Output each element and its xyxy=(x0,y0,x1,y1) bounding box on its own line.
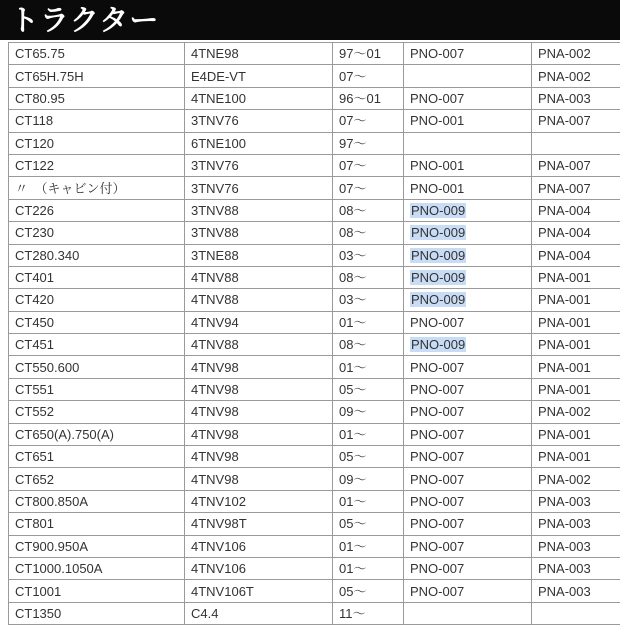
model-cell xyxy=(9,378,185,400)
pna-cell xyxy=(532,513,620,535)
pna-cell xyxy=(532,580,620,602)
pno-cell xyxy=(404,378,532,400)
years-cell xyxy=(333,446,404,468)
pno-cell-text: PNO-007 xyxy=(410,584,464,599)
pno-cell-text: PNO-009 xyxy=(410,270,466,285)
engine-cell xyxy=(185,580,333,602)
table-row xyxy=(9,244,620,266)
table-row xyxy=(9,334,620,356)
engine-cell xyxy=(185,222,333,244)
engine-cell xyxy=(185,490,333,512)
model-cell-text: CT551 xyxy=(15,382,54,397)
years-cell xyxy=(333,535,404,557)
pno-cell-text: PNO-009 xyxy=(410,292,466,307)
engine-cell-text: 4TNV102 xyxy=(191,494,246,509)
pna-cell xyxy=(532,311,620,333)
years-cell-text: 09～ xyxy=(339,404,366,419)
model-cell-text: CT900.950A xyxy=(15,539,88,554)
model-cell xyxy=(9,311,185,333)
years-cell-text: 03～ xyxy=(339,248,366,263)
engine-cell xyxy=(185,110,333,132)
pno-cell xyxy=(404,289,532,311)
pna-cell-text: PNA-001 xyxy=(538,382,591,397)
pna-cell xyxy=(532,401,620,423)
model-cell xyxy=(9,423,185,445)
model-cell-text: CT650(A).750(A) xyxy=(15,427,114,442)
pno-cell xyxy=(404,513,532,535)
pna-cell-text: PNA-001 xyxy=(538,427,591,442)
table-row xyxy=(9,446,620,468)
section-header xyxy=(0,0,620,40)
years-cell xyxy=(333,356,404,378)
model-cell-text: CT1001 xyxy=(15,584,61,599)
pna-cell xyxy=(532,266,620,288)
table-row xyxy=(9,468,620,490)
table-row xyxy=(9,43,620,65)
pno-cell-text: PNO-001 xyxy=(410,113,464,128)
table-row xyxy=(9,602,620,624)
engine-cell xyxy=(185,378,333,400)
table-row xyxy=(9,513,620,535)
pna-cell xyxy=(532,199,620,221)
engine-cell xyxy=(185,356,333,378)
table-row xyxy=(9,132,620,154)
model-cell xyxy=(9,222,185,244)
model-cell-text: CT122 xyxy=(15,158,54,173)
pna-cell-text: PNA-004 xyxy=(538,225,591,240)
pna-cell xyxy=(532,557,620,579)
years-cell-text: 01～ xyxy=(339,360,366,375)
years-cell xyxy=(333,490,404,512)
years-cell-text: 96～01 xyxy=(339,91,381,106)
pno-cell-text: PNO-007 xyxy=(410,494,464,509)
pno-cell xyxy=(404,580,532,602)
table-row xyxy=(9,535,620,557)
engine-cell-text: 4TNV94 xyxy=(191,315,239,330)
pna-cell xyxy=(532,446,620,468)
years-cell-text: 07～ xyxy=(339,113,366,128)
pna-cell xyxy=(532,87,620,109)
years-cell-text: 01～ xyxy=(339,539,366,554)
pno-cell-text: PNO-007 xyxy=(410,516,464,531)
pna-cell-text: PNA-001 xyxy=(538,315,591,330)
years-cell-text: 08～ xyxy=(339,337,366,352)
model-cell-text: CT120 xyxy=(15,136,54,151)
engine-cell-text: 3TNV88 xyxy=(191,225,239,240)
pna-cell-text: PNA-004 xyxy=(538,248,591,263)
pno-cell-text: PNO-007 xyxy=(410,561,464,576)
pno-cell-text: PNO-007 xyxy=(410,404,464,419)
pna-cell-text: PNA-002 xyxy=(538,46,591,61)
table-row xyxy=(9,356,620,378)
model-cell-text: CT1350 xyxy=(15,606,61,621)
engine-cell xyxy=(185,87,333,109)
pna-cell xyxy=(532,177,620,199)
pno-cell xyxy=(404,43,532,65)
pna-cell xyxy=(532,378,620,400)
engine-cell xyxy=(185,289,333,311)
pno-cell xyxy=(404,177,532,199)
years-cell-text: 97～01 xyxy=(339,46,381,61)
pno-cell-text: PNO-009 xyxy=(410,248,466,263)
engine-cell-text: 4TNV98 xyxy=(191,427,239,442)
years-cell-text: 03～ xyxy=(339,292,366,307)
table-row xyxy=(9,177,620,199)
years-cell xyxy=(333,199,404,221)
engine-cell-text: 4TNV88 xyxy=(191,270,239,285)
engine-cell-text: 4TNV88 xyxy=(191,337,239,352)
pna-cell-text: PNA-001 xyxy=(538,292,591,307)
years-cell-text: 01～ xyxy=(339,561,366,576)
pno-cell xyxy=(404,602,532,624)
engine-cell xyxy=(185,266,333,288)
pna-cell xyxy=(532,468,620,490)
model-cell-text: CT65H.75H xyxy=(15,69,84,84)
pno-cell-text: PNO-001 xyxy=(410,181,464,196)
years-cell xyxy=(333,222,404,244)
pno-cell-text: PNO-007 xyxy=(410,472,464,487)
years-cell xyxy=(333,65,404,87)
pna-cell-text: PNA-002 xyxy=(538,69,591,84)
model-cell-text: CT230 xyxy=(15,225,54,240)
years-cell-text: 01～ xyxy=(339,315,366,330)
pno-cell-text: PNO-009 xyxy=(410,225,466,240)
model-cell xyxy=(9,334,185,356)
pno-cell xyxy=(404,222,532,244)
pna-cell-text: PNA-007 xyxy=(538,113,591,128)
model-cell-text: CT801 xyxy=(15,516,54,531)
model-cell xyxy=(9,132,185,154)
years-cell xyxy=(333,87,404,109)
pno-cell xyxy=(404,110,532,132)
model-cell xyxy=(9,513,185,535)
section-title: トラクター xyxy=(10,2,159,38)
pno-cell xyxy=(404,244,532,266)
table-row xyxy=(9,266,620,288)
pna-cell xyxy=(532,356,620,378)
pno-cell xyxy=(404,490,532,512)
pno-cell xyxy=(404,535,532,557)
pno-cell-text: PNO-007 xyxy=(410,449,464,464)
model-cell xyxy=(9,244,185,266)
years-cell xyxy=(333,334,404,356)
model-cell-text: CT226 xyxy=(15,203,54,218)
engine-cell-text: 6TNE100 xyxy=(191,136,246,151)
table-row xyxy=(9,378,620,400)
model-cell xyxy=(9,266,185,288)
years-cell-text: 09～ xyxy=(339,472,366,487)
engine-cell xyxy=(185,334,333,356)
engine-cell xyxy=(185,65,333,87)
engine-cell-text: 4TNV106T xyxy=(191,584,254,599)
engine-cell-text: 4TNE98 xyxy=(191,46,239,61)
pna-cell-text: PNA-007 xyxy=(538,158,591,173)
engine-cell-text: 4TNV98 xyxy=(191,472,239,487)
engine-cell xyxy=(185,513,333,535)
engine-cell xyxy=(185,468,333,490)
engine-cell xyxy=(185,557,333,579)
model-cell-text: CT800.850A xyxy=(15,494,88,509)
engine-cell-text: 4TNV88 xyxy=(191,292,239,307)
years-cell-text: 05～ xyxy=(339,449,366,464)
pno-cell xyxy=(404,266,532,288)
model-cell xyxy=(9,535,185,557)
model-cell-text: CT280.340 xyxy=(15,248,79,263)
pno-cell xyxy=(404,87,532,109)
pna-cell xyxy=(532,154,620,176)
model-cell xyxy=(9,490,185,512)
tractor-parts-table xyxy=(8,42,620,625)
pno-cell xyxy=(404,132,532,154)
engine-cell xyxy=(185,154,333,176)
years-cell xyxy=(333,401,404,423)
pno-cell-text: PNO-007 xyxy=(410,539,464,554)
engine-cell xyxy=(185,535,333,557)
model-cell-text: CT552 xyxy=(15,404,54,419)
engine-cell xyxy=(185,602,333,624)
model-cell xyxy=(9,110,185,132)
table-row xyxy=(9,401,620,423)
pno-cell-text: PNO-009 xyxy=(410,337,466,352)
model-cell xyxy=(9,446,185,468)
pna-cell xyxy=(532,334,620,356)
engine-cell-text: 4TNV106 xyxy=(191,539,246,554)
model-cell xyxy=(9,289,185,311)
years-cell xyxy=(333,423,404,445)
pna-cell-text: PNA-002 xyxy=(538,404,591,419)
model-cell-text: CT651 xyxy=(15,449,54,464)
pno-cell xyxy=(404,65,532,87)
engine-cell xyxy=(185,401,333,423)
years-cell xyxy=(333,468,404,490)
model-cell xyxy=(9,580,185,602)
years-cell xyxy=(333,43,404,65)
pna-cell-text: PNA-007 xyxy=(538,181,591,196)
table-row xyxy=(9,580,620,602)
pna-cell xyxy=(532,132,620,154)
model-cell-text: 〃 （キャビン付） xyxy=(15,181,126,196)
model-cell-text: CT420 xyxy=(15,292,54,307)
table-row xyxy=(9,87,620,109)
table-row xyxy=(9,490,620,512)
years-cell xyxy=(333,311,404,333)
model-cell-text: CT65.75 xyxy=(15,46,65,61)
model-cell-text: CT652 xyxy=(15,472,54,487)
engine-cell-text: 4TNV106 xyxy=(191,561,246,576)
engine-cell-text: 3TNV76 xyxy=(191,158,239,173)
pno-cell xyxy=(404,356,532,378)
model-cell xyxy=(9,468,185,490)
pna-cell-text: PNA-001 xyxy=(538,337,591,352)
years-cell-text: 08～ xyxy=(339,270,366,285)
years-cell xyxy=(333,154,404,176)
engine-cell xyxy=(185,132,333,154)
pno-cell-text: PNO-009 xyxy=(410,203,466,218)
years-cell-text: 08～ xyxy=(339,225,366,240)
pno-cell-text: PNO-007 xyxy=(410,91,464,106)
pno-cell-text: PNO-001 xyxy=(410,158,464,173)
years-cell-text: 01～ xyxy=(339,427,366,442)
years-cell xyxy=(333,244,404,266)
pno-cell xyxy=(404,557,532,579)
model-cell xyxy=(9,43,185,65)
years-cell-text: 05～ xyxy=(339,516,366,531)
pna-cell-text: PNA-001 xyxy=(538,270,591,285)
pna-cell-text: PNA-003 xyxy=(538,584,591,599)
pna-cell xyxy=(532,43,620,65)
model-cell xyxy=(9,87,185,109)
pna-cell-text: PNA-003 xyxy=(538,561,591,576)
engine-cell-text: 4TNV98T xyxy=(191,516,247,531)
pno-cell-text: PNO-007 xyxy=(410,382,464,397)
years-cell-text: 05～ xyxy=(339,382,366,397)
engine-cell xyxy=(185,177,333,199)
years-cell xyxy=(333,513,404,535)
pno-cell-text: PNO-007 xyxy=(410,427,464,442)
model-cell xyxy=(9,177,185,199)
engine-cell-text: 4TNV98 xyxy=(191,404,239,419)
years-cell xyxy=(333,557,404,579)
table-row xyxy=(9,311,620,333)
pna-cell xyxy=(532,535,620,557)
pno-cell-text: PNO-007 xyxy=(410,46,464,61)
model-cell xyxy=(9,199,185,221)
pna-cell-text: PNA-001 xyxy=(538,360,591,375)
pna-cell xyxy=(532,602,620,624)
pno-cell xyxy=(404,446,532,468)
model-cell xyxy=(9,602,185,624)
years-cell xyxy=(333,378,404,400)
years-cell xyxy=(333,289,404,311)
table-row xyxy=(9,289,620,311)
table-row xyxy=(9,154,620,176)
years-cell-text: 01～ xyxy=(339,494,366,509)
engine-cell xyxy=(185,199,333,221)
model-cell xyxy=(9,557,185,579)
engine-cell xyxy=(185,43,333,65)
model-cell-text: CT1000.1050A xyxy=(15,561,102,576)
engine-cell-text: 4TNE100 xyxy=(191,91,246,106)
pno-cell xyxy=(404,401,532,423)
pna-cell-text: PNA-003 xyxy=(538,494,591,509)
table-row xyxy=(9,110,620,132)
model-cell-text: CT451 xyxy=(15,337,54,352)
engine-cell xyxy=(185,311,333,333)
engine-cell-text: 3TNE88 xyxy=(191,248,239,263)
pna-cell xyxy=(532,65,620,87)
engine-cell-text: 3TNV76 xyxy=(191,181,239,196)
pna-cell xyxy=(532,222,620,244)
engine-cell-text: 3TNV76 xyxy=(191,113,239,128)
engine-cell-text: E4DE-VT xyxy=(191,69,246,84)
years-cell xyxy=(333,580,404,602)
table-row xyxy=(9,423,620,445)
table-row xyxy=(9,199,620,221)
table-row xyxy=(9,65,620,87)
years-cell xyxy=(333,110,404,132)
model-cell xyxy=(9,401,185,423)
model-cell-text: CT401 xyxy=(15,270,54,285)
model-cell-text: CT80.95 xyxy=(15,91,65,106)
pno-cell xyxy=(404,468,532,490)
years-cell-text: 97～ xyxy=(339,136,366,151)
engine-cell xyxy=(185,446,333,468)
pna-cell xyxy=(532,110,620,132)
pno-cell xyxy=(404,423,532,445)
pna-cell-text: PNA-002 xyxy=(538,472,591,487)
pno-cell-text: PNO-007 xyxy=(410,315,464,330)
model-cell xyxy=(9,356,185,378)
model-cell xyxy=(9,154,185,176)
pna-cell-text: PNA-003 xyxy=(538,539,591,554)
model-cell-text: CT118 xyxy=(15,113,53,128)
model-cell-text: CT450 xyxy=(15,315,54,330)
engine-cell-text: 4TNV98 xyxy=(191,449,239,464)
years-cell xyxy=(333,132,404,154)
pna-cell-text: PNA-001 xyxy=(538,449,591,464)
pna-cell xyxy=(532,490,620,512)
engine-cell-text: C4.4 xyxy=(191,606,218,621)
model-cell-text: CT550.600 xyxy=(15,360,79,375)
years-cell xyxy=(333,266,404,288)
pno-cell xyxy=(404,199,532,221)
engine-cell-text: 4TNV98 xyxy=(191,382,239,397)
pna-cell xyxy=(532,289,620,311)
pno-cell xyxy=(404,311,532,333)
engine-cell xyxy=(185,423,333,445)
pna-cell xyxy=(532,244,620,266)
years-cell-text: 07～ xyxy=(339,158,366,173)
engine-cell xyxy=(185,244,333,266)
pna-cell-text: PNA-004 xyxy=(538,203,591,218)
engine-cell-text: 4TNV98 xyxy=(191,360,239,375)
model-cell xyxy=(9,65,185,87)
pna-cell-text: PNA-003 xyxy=(538,516,591,531)
years-cell xyxy=(333,602,404,624)
years-cell-text: 11～ xyxy=(339,606,366,621)
pno-cell xyxy=(404,334,532,356)
years-cell-text: 08～ xyxy=(339,203,366,218)
years-cell xyxy=(333,177,404,199)
pna-cell-text: PNA-003 xyxy=(538,91,591,106)
pno-cell-text: PNO-007 xyxy=(410,360,464,375)
pno-cell xyxy=(404,154,532,176)
pna-cell xyxy=(532,423,620,445)
years-cell-text: 05～ xyxy=(339,584,366,599)
table-row xyxy=(9,557,620,579)
years-cell-text: 07～ xyxy=(339,181,366,196)
years-cell-text: 07～ xyxy=(339,69,366,84)
engine-cell-text: 3TNV88 xyxy=(191,203,239,218)
table-row xyxy=(9,222,620,244)
